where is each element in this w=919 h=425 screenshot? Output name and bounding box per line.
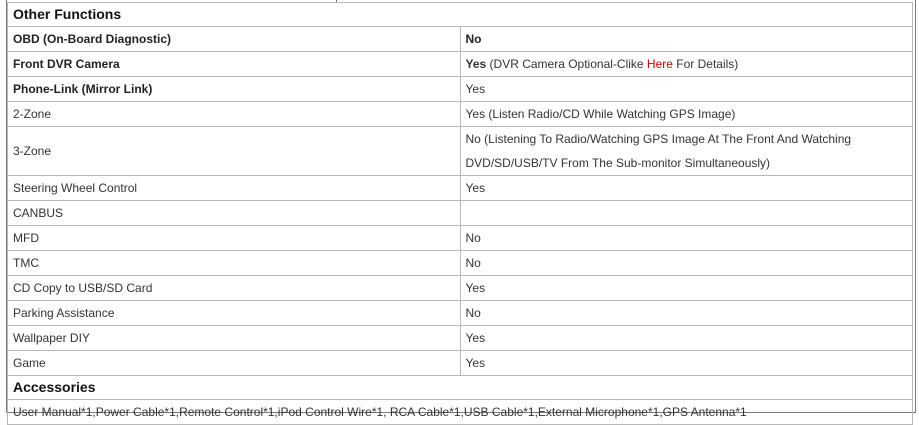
row-value: Yes — [460, 276, 913, 301]
table-row — [8, 351, 913, 376]
row-value: No — [460, 27, 913, 52]
row-label: TMC — [8, 251, 461, 276]
row-value: No — [460, 301, 913, 326]
section-title: Accessories — [8, 376, 913, 400]
row-value — [460, 201, 913, 226]
section-header-accessories — [8, 376, 913, 400]
row-label: Steering Wheel Control — [8, 176, 461, 201]
row-value-strong: Yes — [465, 57, 487, 71]
row-label: CANBUS — [8, 201, 461, 226]
row-label: 3-Zone — [8, 127, 461, 176]
table-row — [8, 176, 913, 201]
table-row — [8, 52, 913, 77]
row-value-text: For Details) — [672, 57, 739, 71]
row-value: Yes (Listen Radio/CD While Watching GPS Image) — [460, 102, 913, 127]
row-value: No — [460, 251, 913, 276]
row-value: No — [460, 226, 913, 251]
row-label: 2-Zone — [8, 102, 461, 127]
section-title: Other Functions — [8, 3, 913, 27]
table-row — [8, 301, 913, 326]
table-row — [8, 251, 913, 276]
row-label: Parking Assistance — [8, 301, 461, 326]
accessories-list: User Manual*1,Power Cable*1,Remote Control*1,iPod Control Wire*1, RCA Cable*1,USB Cable*1,External Microphone*1,GPS Antenna*1 — [8, 400, 913, 425]
table-row — [8, 326, 913, 351]
row-label: Wallpaper DIY — [8, 326, 461, 351]
row-label: MFD — [8, 226, 461, 251]
row-label: CD Copy to USB/SD Card — [8, 276, 461, 301]
table-row — [8, 27, 913, 52]
row-label: Front DVR Camera — [8, 52, 461, 77]
row-value: Yes — [460, 326, 913, 351]
row-label: Phone-Link (Mirror Link) — [8, 77, 461, 102]
row-value: Yes — [460, 77, 913, 102]
table-row — [8, 226, 913, 251]
row-value: Yes — [460, 176, 913, 201]
table-row — [8, 102, 913, 127]
row-value: Yes — [460, 351, 913, 376]
table-row — [8, 276, 913, 301]
table-row — [8, 77, 913, 102]
row-label: OBD (On-Board Diagnostic) — [8, 27, 461, 52]
row-value-text: (DVR Camera Optional-Clike — [486, 57, 647, 71]
table-row — [8, 201, 913, 226]
spec-table — [7, 2, 913, 425]
here-link[interactable]: Here — [646, 57, 673, 71]
section-header-other-functions — [8, 3, 913, 27]
row-value: No (Listening To Radio/Watching GPS Image At The Front And Watching DVD/SD/USB/TV From The Sub-monitor Simultaneously) — [460, 127, 913, 176]
row-label: Game — [8, 351, 461, 376]
row-value — [460, 52, 913, 77]
table-row — [8, 127, 913, 176]
table-row — [8, 400, 913, 425]
